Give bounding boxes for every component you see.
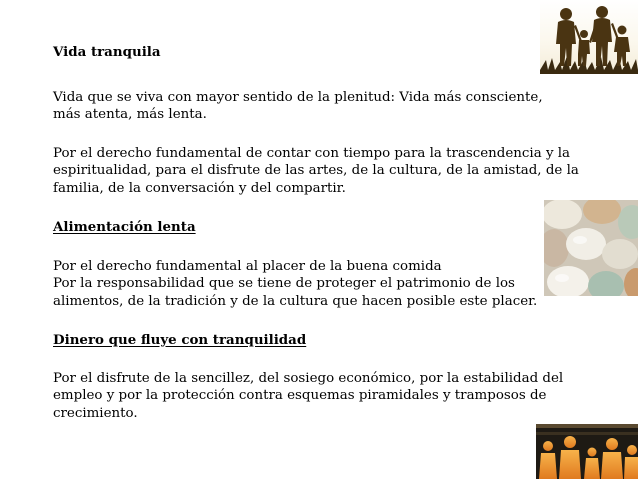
paragraph-line: crecimiento. <box>53 405 138 421</box>
paragraph-line: Vida que se viva con mayor sentido de la plenitud: Vida más consciente, <box>53 90 543 105</box>
family-photo-icon <box>536 424 638 479</box>
paragraph-buena-comida <box>53 258 593 310</box>
family-silhouette-illustration <box>540 0 638 74</box>
paragraph-vida-consciente <box>53 89 593 124</box>
eggs-icon <box>544 200 638 296</box>
paragraph-line: Por la responsabilidad que se tiene de proteger el patrimonio de los <box>53 276 515 292</box>
heading-vida-tranquila: Vida tranquila <box>53 44 161 60</box>
paragraph-line: familia, de la conversación y del compartir. <box>53 180 346 196</box>
eggs-photo <box>544 200 638 296</box>
paragraph-line: Por el derecho fundamental al placer de la buena comida <box>53 259 442 274</box>
paragraph-line: Por el derecho fundamental de contar con tiempo para la trascendencia y la <box>53 146 571 161</box>
heading-alimentacion-lenta: Alimentación lenta <box>53 219 196 235</box>
paragraph-line: espiritualidad, para el disfrute de las artes, de la cultura, de la amistad, de la <box>53 163 579 179</box>
paragraph-sencillez <box>53 370 593 422</box>
heading-dinero-tranquilidad: Dinero que fluye con tranquilidad <box>53 332 307 348</box>
paragraph-line: empleo y por la protección contra esquemas piramidales y tramposos de <box>53 388 547 404</box>
family-silhouette-icon <box>540 0 638 74</box>
paragraph-derecho-tiempo <box>53 145 593 197</box>
paragraph-line: más atenta, más lenta. <box>53 107 207 123</box>
paragraph-line: alimentos, de la tradición y de la cultura que hacen posible este placer. <box>53 293 538 309</box>
paragraph-line: Por el disfrute de la sencillez, del sosiego económico, por la estabilidad del <box>53 371 564 386</box>
family-silhouette-photo <box>536 424 638 479</box>
